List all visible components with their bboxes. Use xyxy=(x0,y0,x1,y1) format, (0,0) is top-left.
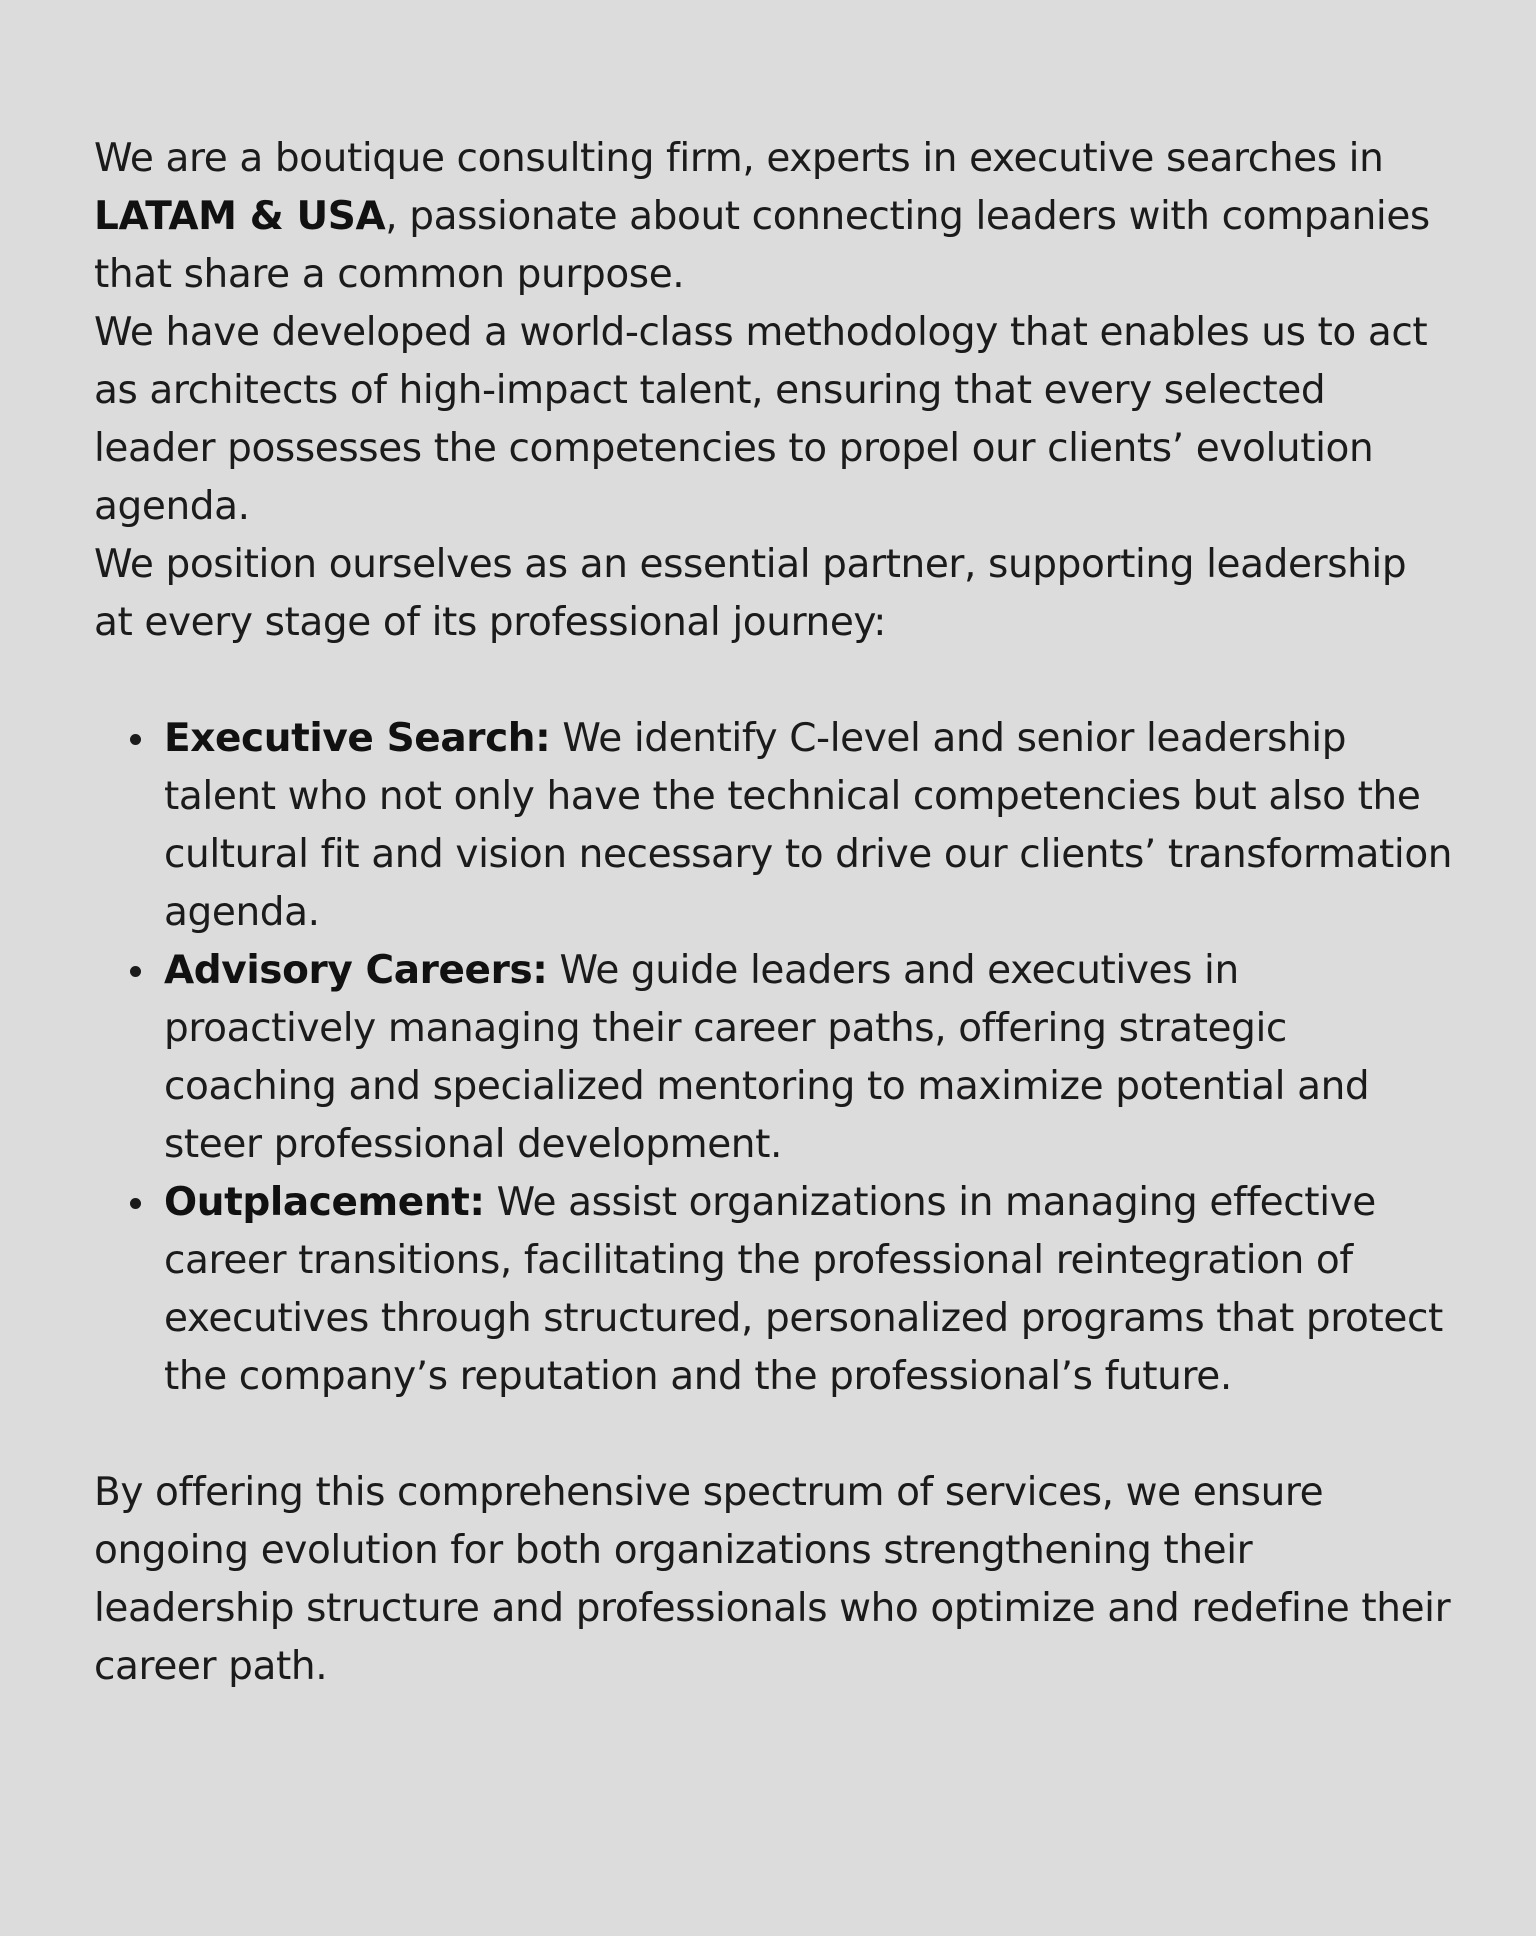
service-description: We guide leaders and executives in proactively managing their career paths, offering strategic coaching and specialized mentoring to maximize potential and steer professional development. xyxy=(164,948,1370,1167)
document-body xyxy=(94,130,1454,1696)
intro-text-end: , passionate about connecting leaders with companies that share a common purpose. xyxy=(94,194,1430,297)
bullet-icon xyxy=(130,734,141,745)
intro-paragraph-1 xyxy=(94,130,1454,304)
region-highlight: LATAM & USA xyxy=(94,194,386,239)
service-title: Advisory Careers: xyxy=(164,948,548,993)
service-item-outplacement xyxy=(164,1174,1454,1406)
service-description: We assist organizations in managing effective career transitions, facilitating the professional reintegration of executives through structured, personalized programs that protect the company’s reputation and the professional’s future. xyxy=(164,1180,1443,1399)
closing-paragraph: By offering this comprehensive spectrum of services, we ensure ongoing evolution for both organizations strengthening their leadership structure and professionals who optimize and redefine their career path. xyxy=(94,1470,1451,1689)
intro-paragraph-3: We position ourselves as an essential partner, supporting leadership at every stage of its professional journey: xyxy=(94,542,1407,645)
intro-text-start: We are a boutique consulting firm, experts in executive searches in xyxy=(94,136,1384,181)
services-list xyxy=(94,710,1454,1406)
service-title: Executive Search: xyxy=(164,716,551,761)
bullet-icon xyxy=(130,1198,141,1209)
intro-paragraph-2: We have developed a world-class methodology that enables us to act as architects of high-impact talent, ensuring that every selected leader possesses the competencies to propel our clients’ evolution agenda. xyxy=(94,310,1428,529)
service-item-executive-search xyxy=(164,710,1454,942)
service-description: We identify C-level and senior leadership talent who not only have the technical competencies but also the cultural fit and vision necessary to drive our clients’ transformation agenda. xyxy=(164,716,1453,935)
service-title: Outplacement: xyxy=(164,1180,485,1225)
service-item-advisory-careers xyxy=(164,942,1454,1174)
bullet-icon xyxy=(130,966,141,977)
